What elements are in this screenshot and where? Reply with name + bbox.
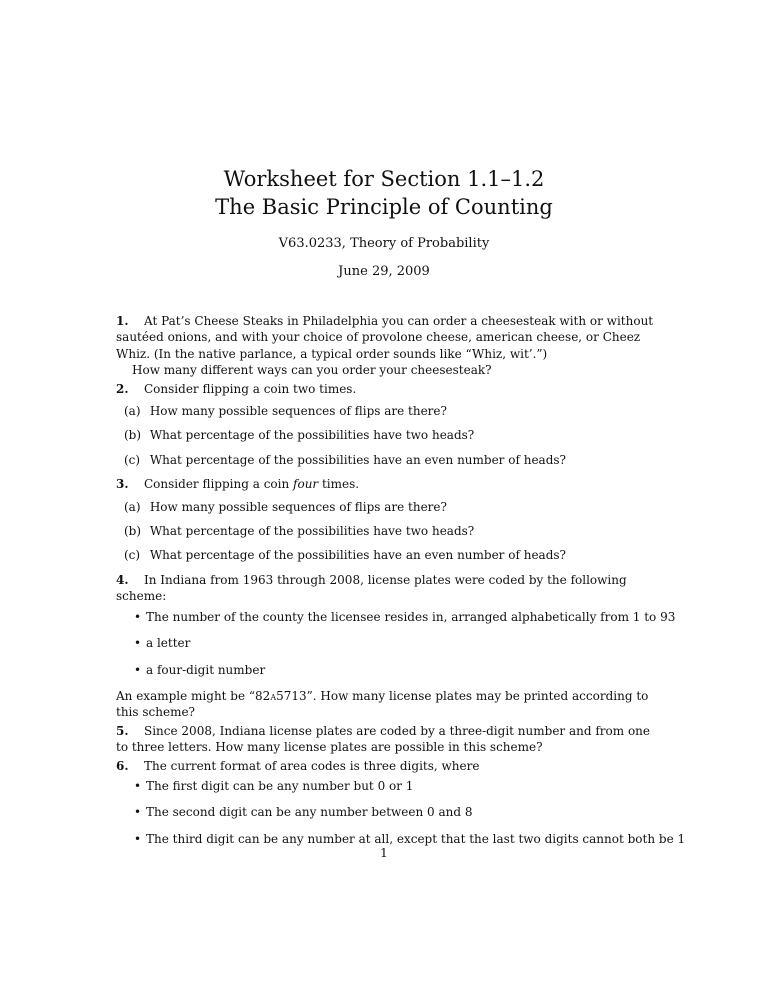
bullet-item: [134, 804, 654, 820]
part-text: What percentage of the possibilities have an even number of heads?: [149, 452, 566, 467]
bullet-icon: •: [134, 609, 142, 624]
problem-parts: [116, 403, 654, 468]
part-text: How many possible sequences of flips are there?: [149, 404, 447, 419]
problem-text: Consider flipping a coin two times.: [144, 381, 357, 396]
bullet-item: [134, 831, 686, 847]
problem-number: 5.: [116, 723, 129, 738]
problem-1: [116, 313, 654, 379]
problem-3: [116, 476, 654, 564]
page-number: 1: [380, 846, 388, 860]
bullet-icon: •: [134, 636, 142, 651]
problem-number: 4.: [116, 572, 129, 587]
bullet-text: a letter: [146, 636, 191, 651]
part-text: What percentage of the possibilities have two heads?: [149, 428, 475, 443]
problem-question: How many different ways can you order your cheesesteak?: [132, 363, 492, 378]
problem-6: [116, 758, 686, 848]
problem-part: [124, 499, 654, 515]
problem-number: 2.: [116, 381, 129, 396]
problem-number: 3.: [116, 477, 129, 492]
problem-number: 6.: [116, 758, 129, 773]
problem-part: [124, 523, 654, 539]
bullet-icon: •: [134, 831, 142, 846]
problem-5: [116, 723, 654, 756]
problem-part: [124, 427, 654, 443]
part-label: (b): [124, 428, 142, 443]
problem-text-emphasis: four: [293, 477, 319, 492]
bullet-text: a four-digit number: [146, 662, 266, 677]
bullet-text: The number of the county the licensee resides in, arranged alphabetically from 1 to 93: [146, 609, 676, 624]
bullet-list: [116, 778, 686, 847]
bullet-icon: •: [134, 778, 142, 793]
part-text: What percentage of the possibilities have two heads?: [149, 524, 475, 539]
problem-4: [116, 572, 676, 721]
bullet-text: The third digit can be any number at all, except that the last two digits cannot both be 1: [146, 831, 686, 846]
problem-text: Consider flipping a coin: [144, 477, 294, 492]
example-text: An example might be “82: [116, 688, 271, 703]
page-title: Worksheet for Section 1.1–1.2: [223, 167, 545, 191]
bullet-list: [116, 609, 676, 678]
problem-part: [124, 547, 654, 563]
bullet-text: The second digit can be any number between 0 and 8: [146, 805, 473, 820]
bullet-item: [134, 662, 654, 678]
worksheet-body: [116, 313, 686, 857]
problem-2: [116, 381, 654, 469]
bullet-item: [134, 609, 676, 625]
part-label: (b): [124, 524, 142, 539]
problem-text: The current format of area codes is three digits, where: [144, 758, 480, 773]
course-name: V63.0233, Theory of Probability: [278, 236, 490, 251]
problem-part: [124, 452, 654, 468]
part-label: (a): [124, 499, 141, 514]
document-date: June 29, 2009: [338, 264, 430, 279]
problem-text: At Pat’s Cheese Steaks in Philadelphia you can order a cheesesteak with or without sautéed onions, and with your choice of provolone cheese, american cheese, or Cheez Whiz. (In the native parlance, a typical order sounds like “Whiz, wit’.”): [116, 314, 654, 361]
example-text-end: 5713”. How many license plates may be printed according to this scheme?: [116, 688, 649, 720]
bullet-item: [134, 635, 654, 651]
problem-text: Since 2008, Indiana license plates are coded by a three-digit number and from one to three letters. How many license plates are possible in this scheme?: [116, 723, 650, 755]
bullet-item: [134, 778, 654, 794]
problem-parts: [116, 499, 654, 564]
bullet-icon: •: [134, 805, 142, 820]
part-text: What percentage of the possibilities have an even number of heads?: [149, 548, 566, 563]
example-letter: a: [270, 688, 277, 703]
problem-text-end: times.: [318, 477, 360, 492]
problem-number: 1.: [116, 314, 129, 328]
part-text: How many possible sequences of flips are there?: [149, 499, 447, 514]
part-label: (a): [124, 404, 141, 419]
bullet-icon: •: [134, 662, 142, 677]
part-label: (c): [124, 548, 141, 563]
problem-text: In Indiana from 1963 through 2008, license plates were coded by the following scheme:: [116, 572, 627, 604]
bullet-text: The first digit can be any number but 0 or 1: [146, 778, 414, 793]
problem-part: [124, 403, 654, 419]
part-label: (c): [124, 452, 141, 467]
page-subtitle: The Basic Principle of Counting: [215, 195, 553, 219]
